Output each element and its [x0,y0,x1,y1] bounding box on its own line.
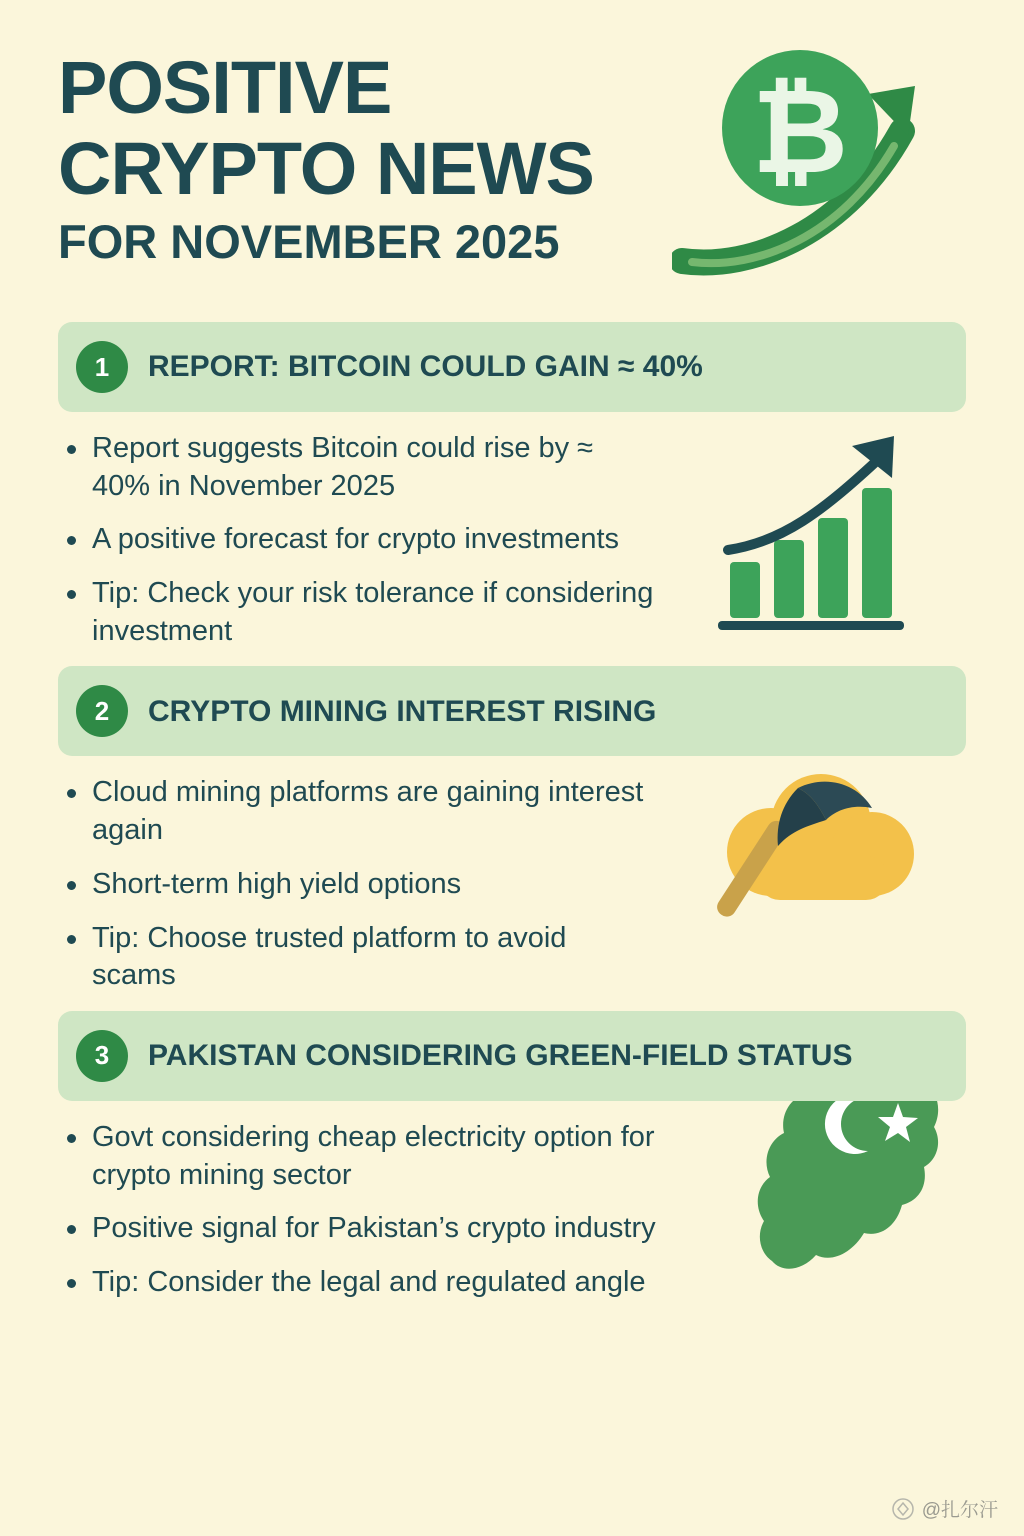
bitcoin-symbol: ₿ [751,66,849,198]
section-1-header [58,322,966,412]
section-1-body [58,412,966,650]
section-1-bullets [58,430,658,650]
growth-chart-icon [712,422,942,652]
section-1-number: 1 [76,341,128,393]
page-title [58,46,966,269]
list-item: Govt considering cheap electricity option for crypto mining sector [58,1119,658,1194]
cloud-pickaxe-icon [686,760,936,940]
list-item: Short-term high yield options [58,866,658,904]
section-3-body [58,1101,966,1302]
title-line-1: POSITIVE [58,46,392,129]
section-1 [58,322,966,650]
list-item: Tip: Consider the legal and regulated angle [58,1264,658,1302]
watermark [892,1495,998,1522]
section-2-title: CRYPTO MINING INTEREST RISING [148,694,657,728]
title-line-2: CRYPTO NEWS [58,126,594,210]
section-2-bullets [58,774,658,994]
list-item: Tip: Check your risk tolerance if considering investment [58,575,658,650]
list-item: A positive forecast for crypto investments [58,521,658,559]
section-2-body [58,756,966,994]
section-3 [58,1011,966,1302]
section-3-title: PAKISTAN CONSIDERING GREEN-FIELD STATUS [148,1039,853,1073]
section-1-title: REPORT: BITCOIN COULD GAIN ≈ 40% [148,350,703,384]
section-3-header [58,1011,966,1101]
list-item: Report suggests Bitcoin could rise by ≈ 40% in November 2025 [58,430,658,505]
header [58,0,966,312]
section-3-number: 3 [76,1030,128,1082]
list-item: Tip: Choose trusted platform to avoid scams [58,920,658,995]
list-item: Cloud mining platforms are gaining interest again [58,774,658,849]
section-2-number: 2 [76,685,128,737]
section-3-bullets [58,1119,658,1302]
title-line-3: FOR NOVEMBER 2025 [58,215,560,269]
section-2-header [58,666,966,756]
watermark-text: @扎尔汗 [921,1500,998,1521]
diamond-icon [892,1498,914,1520]
list-item: Positive signal for Pakistan’s crypto industry [58,1210,658,1248]
section-2 [58,666,966,994]
